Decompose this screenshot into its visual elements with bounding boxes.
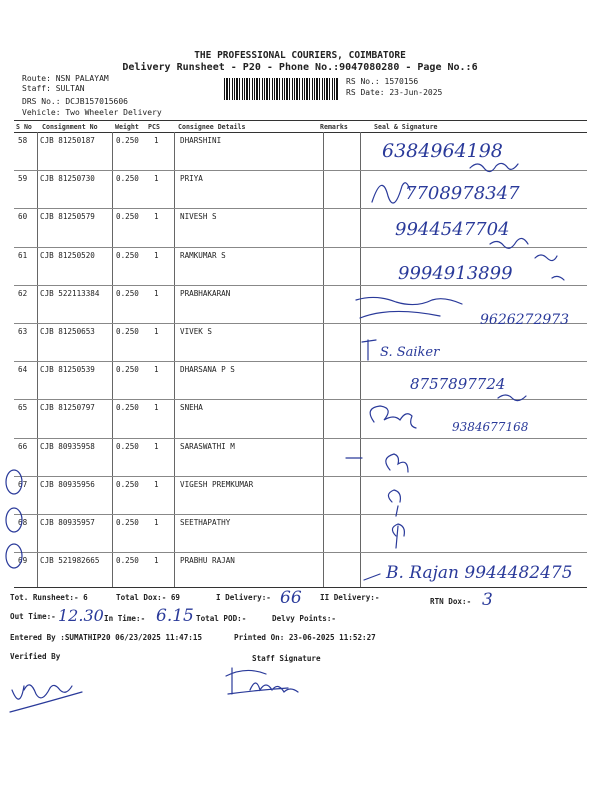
verified-by-label: Verified By <box>10 652 61 661</box>
sign-59: 7708978347 <box>405 183 520 204</box>
row-61-sno: 61 <box>18 251 28 260</box>
row-66-consignee: SARASWATHI M <box>180 442 235 451</box>
row-59-weight: 0.250 <box>116 174 139 183</box>
col-remarks: Remarks <box>320 123 348 131</box>
sign-60: 9944547704 <box>395 219 510 240</box>
row-69-consignee: PRABHU RAJAN <box>180 556 235 565</box>
row-62-consignee: PRABHAKARAN <box>180 289 231 298</box>
rs-date: RS Date: 23-Jun-2025 <box>346 88 443 97</box>
col-weight: Weight <box>115 123 139 131</box>
i-delivery: I Delivery:- <box>216 593 271 602</box>
row-63-sno: 63 <box>18 327 28 336</box>
sign-62: 9626272973 <box>480 312 570 328</box>
row-68-weight: 0.250 <box>116 518 139 527</box>
row-66-consignment: CJB 80935958 <box>40 442 95 451</box>
row-69-weight: 0.250 <box>116 556 139 565</box>
row-59-consignee: PRIYA <box>180 174 203 183</box>
rtn-dox-value: 3 <box>482 590 493 610</box>
row-68-pcs: 1 <box>154 518 159 527</box>
row-69-pcs: 1 <box>154 556 159 565</box>
sign-58: 6384964198 <box>382 140 503 162</box>
row-63-consignee: VIVEK S <box>180 327 213 336</box>
row-67-consignee: VIGESH PREMKUMAR <box>180 480 254 489</box>
row-58-sno: 58 <box>18 136 28 145</box>
sign-69: B. Rajan 9944482475 <box>386 563 573 583</box>
in-time-value: 6.15 <box>156 606 194 626</box>
row-69-sno: 69 <box>18 556 28 565</box>
row-59-pcs: 1 <box>154 174 159 183</box>
drs-number: DRS No.: DCJB157015606 <box>22 97 128 106</box>
row-61-consignee: RAMKUMAR S <box>180 251 226 260</box>
total-dox: Total Dox:- 69 <box>116 593 181 602</box>
sign-65: 9384677168 <box>452 420 529 434</box>
vehicle-label: Vehicle: Two Wheeler Delivery <box>22 108 162 117</box>
tot-runsheet: Tot. Runsheet:- 6 <box>10 593 88 602</box>
staff-signature-label: Staff Signature <box>252 654 321 663</box>
sign-64: 8757897724 <box>410 375 506 393</box>
col-consignment: Consignment No <box>42 123 98 131</box>
row-58-pcs: 1 <box>154 136 159 145</box>
row-64-weight: 0.250 <box>116 365 139 374</box>
row-58-consignee: DHARSHINI <box>180 136 222 145</box>
row-68-consignment: CJB 80935957 <box>40 518 95 527</box>
row-64-consignment: CJB 81250539 <box>40 365 95 374</box>
row-65-pcs: 1 <box>154 403 159 412</box>
row-67-consignment: CJB 80935956 <box>40 480 95 489</box>
row-60-consignee: NIVESH S <box>180 212 217 221</box>
row-60-weight: 0.250 <box>116 212 139 221</box>
row-60-sno: 60 <box>18 212 28 221</box>
row-65-weight: 0.250 <box>116 403 139 412</box>
delvy-points: Delvy Points:- <box>272 614 337 623</box>
row-60-pcs: 1 <box>154 212 159 221</box>
row-69-consignment: CJB 521982665 <box>40 556 100 565</box>
row-62-sno: 62 <box>18 289 28 298</box>
col-sno: S No <box>16 123 32 131</box>
staff-label: Staff: SULTAN <box>22 84 85 93</box>
row-63-weight: 0.250 <box>116 327 139 336</box>
rs-number: RS No.: 1570156 <box>346 77 419 86</box>
row-67-weight: 0.250 <box>116 480 139 489</box>
row-59-consignment: CJB 81250730 <box>40 174 95 183</box>
row-61-weight: 0.250 <box>116 251 139 260</box>
row-64-pcs: 1 <box>154 365 159 374</box>
total-pod: Total POD:- <box>196 614 247 623</box>
sign-61: 9994913899 <box>398 263 513 284</box>
out-time: Out Time:- <box>10 612 56 621</box>
in-time: In Time:- <box>104 614 146 623</box>
i-delivery-value: 66 <box>280 588 302 608</box>
rtn-dox: RTN Dox:- <box>430 597 472 606</box>
row-68-consignee: SEETHAPATHY <box>180 518 231 527</box>
printed-on: Printed On: 23-06-2025 11:52:27 <box>234 633 376 642</box>
row-61-consignment: CJB 81250520 <box>40 251 95 260</box>
company-title: THE PROFESSIONAL COURIERS, COIMBATORE <box>194 50 406 61</box>
runsheet-subtitle: Delivery Runsheet - P20 - Phone No.:9047080280 - Page No.:6 <box>122 62 478 73</box>
row-62-pcs: 1 <box>154 289 159 298</box>
row-63-pcs: 1 <box>154 327 159 336</box>
row-65-consignment: CJB 81250797 <box>40 403 95 412</box>
row-66-weight: 0.250 <box>116 442 139 451</box>
row-63-consignment: CJB 81250653 <box>40 327 95 336</box>
out-time-value: 12.30 <box>58 606 104 625</box>
ii-delivery: II Delivery:- <box>320 593 380 602</box>
row-67-sno: 67 <box>18 480 28 489</box>
row-62-weight: 0.250 <box>116 289 139 298</box>
row-65-sno: 65 <box>18 403 28 412</box>
col-seal-signature: Seal & Signature <box>374 123 438 131</box>
row-60-consignment: CJB 81250579 <box>40 212 95 221</box>
entered-by: Entered By :SUMATHIP20 06/23/2025 11:47:15 <box>10 633 203 642</box>
row-66-sno: 66 <box>18 442 28 451</box>
row-65-consignee: SNEHA <box>180 403 203 412</box>
row-66-pcs: 1 <box>154 442 159 451</box>
row-58-weight: 0.250 <box>116 136 139 145</box>
row-59-sno: 59 <box>18 174 28 183</box>
row-58-consignment: CJB 81250187 <box>40 136 95 145</box>
row-64-sno: 64 <box>18 365 28 374</box>
row-67-pcs: 1 <box>154 480 159 489</box>
col-consignee: Consignee Details <box>178 123 246 131</box>
row-68-sno: 68 <box>18 518 28 527</box>
sign-63: S. Saiker <box>380 345 440 360</box>
row-61-pcs: 1 <box>154 251 159 260</box>
col-pcs: PCS <box>148 123 160 131</box>
row-64-consignee: DHARSANA P S <box>180 365 235 374</box>
row-62-consignment: CJB 522113384 <box>40 289 100 298</box>
route-label: Route: NSN PALAYAM <box>22 74 109 83</box>
